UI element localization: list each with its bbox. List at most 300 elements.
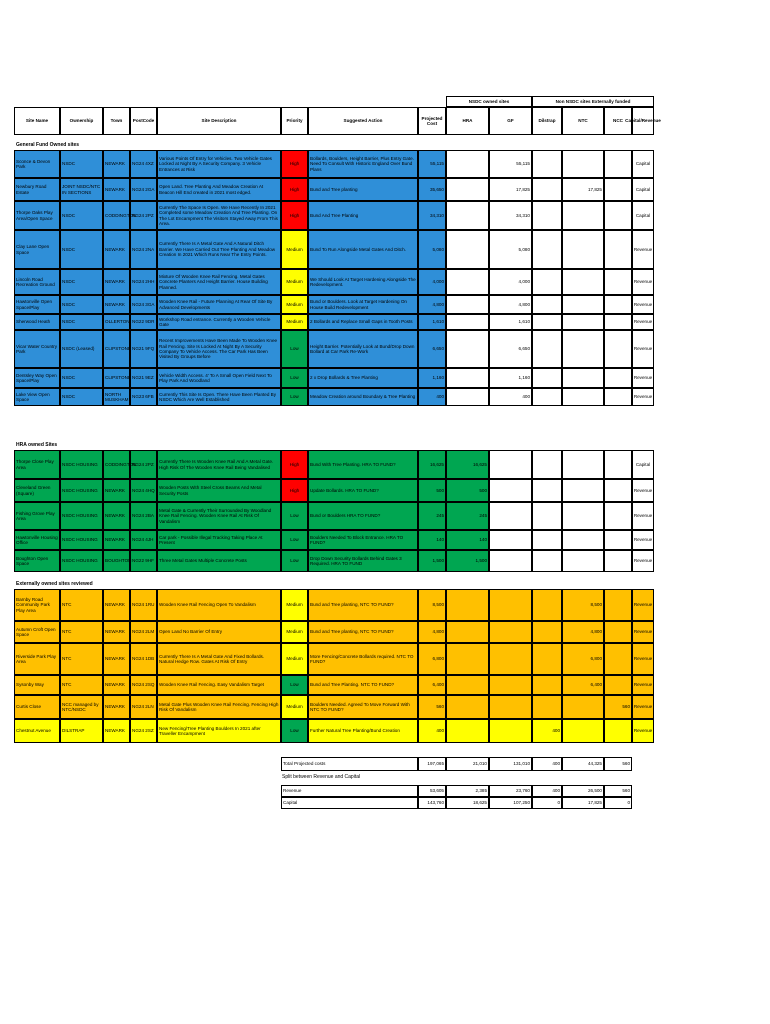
cell-cost: 35,650 xyxy=(418,178,446,201)
cell-ntc xyxy=(562,314,604,330)
column-header-ntc: NTC xyxy=(562,107,604,135)
cell-pc: NG24 4XZ xyxy=(130,150,157,178)
cell-hra xyxy=(446,695,489,719)
split-cost: 53,605 xyxy=(418,785,446,797)
cell-ncc xyxy=(604,502,632,530)
cell-gf: 5,080 xyxy=(489,230,532,269)
table-row xyxy=(14,719,654,743)
cell-owner: NSDC HOUSING xyxy=(60,450,103,479)
column-header-town: Town xyxy=(103,107,130,135)
column-header-gf: GF xyxy=(489,107,532,135)
cell-desc: Currently There Is A Metal Gate And A Natural Ditch Barrier. We Have Carried Out Tree Planting And Meadow Creation In 2021 Which Runs Near The Entry Points. xyxy=(157,230,281,269)
cell-ncc xyxy=(604,530,632,550)
table-row xyxy=(14,695,654,719)
cell-ntc xyxy=(562,330,604,368)
cell-pc: NG24 2GA xyxy=(130,178,157,201)
cell-gf: 34,310 xyxy=(489,201,532,230)
split-ntc: 17,825 xyxy=(562,797,604,809)
cell-town: NEWARK xyxy=(103,502,130,530)
cell-cost: 500 xyxy=(418,479,446,502)
section-title: Externally owned sites reviewed xyxy=(16,581,93,587)
cell-cr: Revenue xyxy=(632,589,654,621)
cell-owner: NSDC HOUSING xyxy=(60,479,103,502)
split-row xyxy=(14,785,654,797)
cell-ntc xyxy=(562,530,604,550)
column-header-hra: HRA xyxy=(446,107,489,135)
section-title-row xyxy=(14,406,654,450)
totals-ntc: 44,325 xyxy=(562,757,604,771)
cell-pc: NG22 9DR xyxy=(130,314,157,330)
cell-site: Clay Lane Open Space xyxy=(14,230,60,269)
spreadsheet xyxy=(14,96,661,809)
cell-ntc xyxy=(562,719,604,743)
cell-gf xyxy=(489,502,532,530)
column-header-site: Site Name xyxy=(14,107,60,135)
cell-ntc xyxy=(562,695,604,719)
section-title: General Fund Owned sites xyxy=(16,142,80,148)
cell-pc: NG24 2LN xyxy=(130,695,157,719)
cell-desc: Open Land. Tree Planting And Meadow Creation At Beacon Hill End created in 2021 most edged. xyxy=(157,178,281,201)
cell-ntc: 4,800 xyxy=(562,621,604,643)
cell-hra xyxy=(446,150,489,178)
cell-hra xyxy=(446,643,489,675)
cell-cost: 4,800 xyxy=(418,295,446,314)
cell-cr: Capital xyxy=(632,178,654,201)
cell-ncc xyxy=(604,201,632,230)
section-title-row xyxy=(14,572,654,589)
cell-cr: Revenue xyxy=(632,230,654,269)
cell-dil xyxy=(532,295,562,314)
cell-cr: Revenue xyxy=(632,368,654,388)
cell-pc: NG24 2LM xyxy=(130,621,157,643)
cell-action: Bollards, Boulders, Height Barrier, Plus Entry Gate. Need To Consult With Historic England Over Bund Plans xyxy=(308,150,418,178)
cell-gf xyxy=(489,621,532,643)
group-nsdc-owned: NSDC owned sites xyxy=(446,96,532,107)
cell-desc: Wooden Posts With Steel Cross Beams And Metal Security Posts xyxy=(157,479,281,502)
cell-cr: Revenue xyxy=(632,502,654,530)
cell-town: NEWARK xyxy=(103,230,130,269)
split-row xyxy=(14,797,654,809)
cell-cost: 4,000 xyxy=(418,269,446,295)
cell-ntc xyxy=(562,479,604,502)
cell-gf: 17,825 xyxy=(489,178,532,201)
cell-action: 2 Bollards and Replace Small Gaps in Tooth Posts xyxy=(308,314,418,330)
cell-ntc: 17,825 xyxy=(562,178,604,201)
table-row xyxy=(14,178,654,201)
cell-desc: New Fencing/Tree Planting Boulders In 2021 after Traveller Encampment xyxy=(157,719,281,743)
cell-action: More Fencing/Concrete Bollards required. NTC TO FUND? xyxy=(308,643,418,675)
column-header-cr: Capital/Revenue xyxy=(632,107,654,135)
cell-pri: Medium xyxy=(281,295,308,314)
cell-owner: DILSTRAP xyxy=(60,719,103,743)
split-title: Split between Revenue and Capital xyxy=(282,774,361,781)
cell-town: CODDINGTON xyxy=(103,201,130,230)
cell-gf: 4,800 xyxy=(489,295,532,314)
split-ncc: 0 xyxy=(604,797,632,809)
cell-site: Thorpe Close Play Area xyxy=(14,450,60,479)
cell-pri: Low xyxy=(281,502,308,530)
cell-pc: NG24 1RU xyxy=(130,589,157,621)
cell-gf: 1,610 xyxy=(489,314,532,330)
cell-cost: 6,800 xyxy=(418,643,446,675)
cell-town: NEWARK xyxy=(103,269,130,295)
cell-action: We Should Look At Target Hardening Alongside The Redevelopment. xyxy=(308,269,418,295)
cell-dil xyxy=(532,621,562,643)
cell-cost: 140 xyxy=(418,530,446,550)
cell-pri: Low xyxy=(281,388,308,406)
split-cost: 143,760 xyxy=(418,797,446,809)
cell-action: Drop Down Security Bollards Behind Gates 3 Required. HRA TO FUND xyxy=(308,550,418,572)
cell-cost: 1,610 xyxy=(418,314,446,330)
totals-hra: 21,010 xyxy=(446,757,489,771)
column-header-row xyxy=(14,107,661,135)
column-header-action: Suggested Action xyxy=(308,107,418,135)
cell-cr: Revenue xyxy=(632,643,654,675)
table-row xyxy=(14,314,654,330)
split-dil: 400 xyxy=(532,785,562,797)
cell-action: Boulders Needed. Agreed To Move Forward With NTC TO FUND? xyxy=(308,695,418,719)
cell-dil xyxy=(532,178,562,201)
cell-ncc xyxy=(604,314,632,330)
totals-row xyxy=(14,757,654,771)
cell-cost: 400 xyxy=(418,719,446,743)
totals-ncc: 560 xyxy=(604,757,632,771)
cell-desc: Wooden Knee Rail - Future Planning At Rear Of Site By Advanced Developments xyxy=(157,295,281,314)
cell-ncc xyxy=(604,330,632,368)
cell-gf xyxy=(489,643,532,675)
cell-action: Bund or Boulders HRA TO FUND? xyxy=(308,502,418,530)
cell-hra xyxy=(446,201,489,230)
cell-pri: High xyxy=(281,450,308,479)
cell-cost: 8,500 xyxy=(418,589,446,621)
cell-hra xyxy=(446,368,489,388)
column-header-pc: PostCode xyxy=(130,107,157,135)
cell-pri: Low xyxy=(281,530,308,550)
cell-ncc xyxy=(604,479,632,502)
cell-action: Meadow Creation around Boundary & Tree Planting xyxy=(308,388,418,406)
cell-site: Boughton Open Space xyxy=(14,550,60,572)
cell-pri: High xyxy=(281,178,308,201)
cell-ncc xyxy=(604,643,632,675)
cell-gf xyxy=(489,589,532,621)
cell-pc: NG24 2BA xyxy=(130,502,157,530)
column-header-dil: Dilstrap xyxy=(532,107,562,135)
cell-dil xyxy=(532,479,562,502)
totals-gf: 131,010 xyxy=(489,757,532,771)
split-hra: 18,625 xyxy=(446,797,489,809)
cell-ncc xyxy=(604,388,632,406)
cell-dil xyxy=(532,269,562,295)
cell-desc: Workshop Road entrance. Currently a Wooden Vehicle Gate xyxy=(157,314,281,330)
cell-owner: NSDC xyxy=(60,368,103,388)
cell-owner: NSDC xyxy=(60,295,103,314)
cell-desc: Currently There Is Wooden Knee Rail And A Metal Gate. High Risk Of The Wooden Knee Rail Being Vandalised xyxy=(157,450,281,479)
cell-hra xyxy=(446,621,489,643)
cell-action: Bund With Tree Planting. HRA TO FUND? xyxy=(308,450,418,479)
cell-dil xyxy=(532,643,562,675)
cell-owner: NTC xyxy=(60,621,103,643)
cell-pri: Medium xyxy=(281,589,308,621)
cell-desc: Currently There Is A Metal Gate And Fixed Bollards. Natural Hedge Row. Gates At Risk Of Entry xyxy=(157,643,281,675)
cell-town: NEWARK xyxy=(103,530,130,550)
column-header-ncc: NCC xyxy=(604,107,632,135)
cell-desc: Various Points Of Entry for Vehicles. Two Vehicle Gates Locked at Night By A Security Company. 3 Vehicle Entrances at Risk xyxy=(157,150,281,178)
column-header-desc: Site Description xyxy=(157,107,281,135)
cell-ncc xyxy=(604,675,632,695)
cell-hra xyxy=(446,388,489,406)
cell-town: CLIPSTONE xyxy=(103,368,130,388)
cell-dil xyxy=(532,675,562,695)
cell-ncc xyxy=(604,621,632,643)
cell-site: Riverside Park Play Area xyxy=(14,643,60,675)
cell-dil xyxy=(532,450,562,479)
cell-desc: Metal Gate Plus Wooden Knee Rail Fencing. Fencing High Risk Of Vandalism xyxy=(157,695,281,719)
cell-action: Further Natural Tree Planting/Bund Creation xyxy=(308,719,418,743)
cell-action: Boulders Needed To Block Entrance. HRA TO FUND? xyxy=(308,530,418,550)
cell-pc: NG21 9EZ xyxy=(130,368,157,388)
cell-town: NEWARK xyxy=(103,479,130,502)
cell-town: NEWARK xyxy=(103,719,130,743)
cell-cr: Revenue xyxy=(632,530,654,550)
cell-hra xyxy=(446,330,489,368)
cell-pri: Medium xyxy=(281,695,308,719)
cell-pri: High xyxy=(281,479,308,502)
table-row xyxy=(14,502,654,530)
cell-pri: Low xyxy=(281,675,308,695)
cell-pc: NG24 3GA xyxy=(130,295,157,314)
table-row xyxy=(14,150,654,178)
cell-dil xyxy=(532,388,562,406)
cell-town: NORTH MUSKHAM xyxy=(103,388,130,406)
cell-owner: JOINT NSDC/NTC IN SECTIONS xyxy=(60,178,103,201)
table-row xyxy=(14,450,654,479)
cell-owner: NSDC HOUSING xyxy=(60,530,103,550)
cell-pri: Low xyxy=(281,368,308,388)
cell-pc: NG21 9FQ xyxy=(130,330,157,368)
cell-owner: NSDC (Leased) xyxy=(60,330,103,368)
cell-pc: NG24 2PZ xyxy=(130,450,157,479)
split-ncc: 560 xyxy=(604,785,632,797)
cell-hra xyxy=(446,178,489,201)
cell-cr: Revenue xyxy=(632,388,654,406)
cell-cost: 5,080 xyxy=(418,230,446,269)
cell-pc: NG24 2HH xyxy=(130,269,157,295)
cell-pc: NG24 2NA xyxy=(130,230,157,269)
table-row xyxy=(14,388,654,406)
cell-action: 2 x Drop Bollards & Tree Planting xyxy=(308,368,418,388)
cell-desc: Car park - Possible Illegal Tracking Taking Place At Present xyxy=(157,530,281,550)
table-row xyxy=(14,295,654,314)
cell-cr: Revenue xyxy=(632,550,654,572)
cell-cost: 16,625 xyxy=(418,450,446,479)
cell-pri: Low xyxy=(281,719,308,743)
section-title-row xyxy=(14,135,654,150)
cell-desc: Recent Improvements Have Been Made To Wooden Knee Rail Fencing. Site Is Locked At Night By A Security Company To Vehicle Access. The Car Park Has Been Visited By Groups Before xyxy=(157,330,281,368)
cell-ntc xyxy=(562,230,604,269)
cell-action: Update Bollards. HRA TO FUND? xyxy=(308,479,418,502)
table-row xyxy=(14,479,654,502)
table-row xyxy=(14,530,654,550)
cell-ntc xyxy=(562,502,604,530)
cell-hra xyxy=(446,675,489,695)
cell-town: BOUGHTON xyxy=(103,550,130,572)
group-externally-funded: Non NSDC sites Externally funded xyxy=(532,96,654,107)
cell-dil xyxy=(532,201,562,230)
cell-owner: NSDC HOUSING xyxy=(60,550,103,572)
cell-town: NEWARK xyxy=(103,150,130,178)
cell-hra: 16,625 xyxy=(446,450,489,479)
cell-hra xyxy=(446,230,489,269)
cell-site: Lake View Open Space xyxy=(14,388,60,406)
cell-desc: Wooden Knee Rail Fencing. Easy Vandalism Target xyxy=(157,675,281,695)
cell-pri: Low xyxy=(281,550,308,572)
cell-pri: Medium xyxy=(281,230,308,269)
cell-hra xyxy=(446,269,489,295)
cell-owner: NSDC xyxy=(60,201,103,230)
cell-site: Sysonby Way xyxy=(14,675,60,695)
cell-gf: 6,650 xyxy=(489,330,532,368)
cell-desc: Mixture Of Wooden Knee Rail Fencing. Metal Gates Concrete Planters And Height Barrier. House Building Planned. xyxy=(157,269,281,295)
cell-pc: NG24 1DB xyxy=(130,643,157,675)
cell-ncc xyxy=(604,269,632,295)
cell-desc: Wooden Knee Rail Fencing Open To Vandalism xyxy=(157,589,281,621)
cell-gf xyxy=(489,695,532,719)
cell-town: NEWARK xyxy=(103,178,130,201)
cell-pc: NG24 2SZ xyxy=(130,719,157,743)
split-ntc: 26,500 xyxy=(562,785,604,797)
cell-ntc xyxy=(562,368,604,388)
cell-cr: Revenue xyxy=(632,675,654,695)
totals-label: Total Projected costs xyxy=(281,757,418,771)
cell-site: Chestnut Avenue xyxy=(14,719,60,743)
cell-site: Sherwood Heath xyxy=(14,314,60,330)
section-title: HRA owned Sites xyxy=(16,442,58,448)
totals-dil: 400 xyxy=(532,757,562,771)
cell-ntc xyxy=(562,295,604,314)
cell-ntc xyxy=(562,550,604,572)
cell-site: Hawtonville Housing Office xyxy=(14,530,60,550)
cell-town: NEWARK xyxy=(103,695,130,719)
cell-pri: Low xyxy=(281,330,308,368)
cell-ncc xyxy=(604,178,632,201)
cell-cr: Revenue xyxy=(632,269,654,295)
cell-ncc: 560 xyxy=(604,695,632,719)
cell-pc: NG24 4HQ xyxy=(130,479,157,502)
cell-action: Bund and Tree planting, NTC TO FUND? xyxy=(308,621,418,643)
table-row xyxy=(14,330,654,368)
table-row xyxy=(14,675,654,695)
cell-dil: 400 xyxy=(532,719,562,743)
cell-pri: Medium xyxy=(281,269,308,295)
cell-cr: Revenue xyxy=(632,330,654,368)
cell-gf xyxy=(489,479,532,502)
cell-town: CODDINGTON xyxy=(103,450,130,479)
cell-action: Bund or Boulders. Look at Target Hardening On House Build Redevelopment xyxy=(308,295,418,314)
column-header-pri: Priority xyxy=(281,107,308,135)
cell-pri: High xyxy=(281,201,308,230)
cell-dil xyxy=(532,368,562,388)
cell-cr: Revenue xyxy=(632,295,654,314)
split-gf: 107,250 xyxy=(489,797,532,809)
table-row xyxy=(14,201,654,230)
cell-site: Fishing Grove Play Area xyxy=(14,502,60,530)
cell-cr: Revenue xyxy=(632,621,654,643)
cell-gf: 4,000 xyxy=(489,269,532,295)
cell-hra xyxy=(446,719,489,743)
cell-hra xyxy=(446,314,489,330)
cell-dil xyxy=(532,314,562,330)
cell-ntc xyxy=(562,269,604,295)
cell-cr: Revenue xyxy=(632,695,654,719)
cell-gf xyxy=(489,450,532,479)
cell-site: Dentsley Way Open Space/Play xyxy=(14,368,60,388)
cell-town: NEWARK xyxy=(103,643,130,675)
cell-site: Barnby Road Community Park Play Area xyxy=(14,589,60,621)
cell-site: Cleveland Green (Square) xyxy=(14,479,60,502)
table-row xyxy=(14,550,654,572)
cell-action: Height Barrier. Potentially Look at Bund/Drop Down Bollard at Car Park Re-Work xyxy=(308,330,418,368)
split-title-row xyxy=(14,771,654,785)
cell-owner: NCC managed by NTC/NSDC xyxy=(60,695,103,719)
cell-gf xyxy=(489,550,532,572)
cell-pc: NG23 6FB xyxy=(130,388,157,406)
cell-dil xyxy=(532,502,562,530)
cell-hra: 245 xyxy=(446,502,489,530)
cell-owner: NSDC xyxy=(60,150,103,178)
cell-town: OLLERTON xyxy=(103,314,130,330)
cell-desc: Three Metal Gates Multiple Concrete Posts xyxy=(157,550,281,572)
cell-desc: Vehicle Width Access. 4' To A Small Open Field Next To Play Park And Woodland xyxy=(157,368,281,388)
cell-ntc: 6,800 xyxy=(562,643,604,675)
split-gf: 23,760 xyxy=(489,785,532,797)
cell-town: NEWARK xyxy=(103,675,130,695)
cell-action: Bund And Tree Planting xyxy=(308,201,418,230)
cell-owner: NSDC HOUSING xyxy=(60,502,103,530)
split-dil: 0 xyxy=(532,797,562,809)
cell-dil xyxy=(532,150,562,178)
cell-hra: 500 xyxy=(446,479,489,502)
cell-action: Bund To Run Alongside Metal Gates And Ditch. xyxy=(308,230,418,269)
column-header-owner: Ownership xyxy=(60,107,103,135)
cell-action: Bund and Tree planting xyxy=(308,178,418,201)
cell-pri: Medium xyxy=(281,643,308,675)
cell-ntc xyxy=(562,150,604,178)
cell-pri: Medium xyxy=(281,314,308,330)
cell-hra: 140 xyxy=(446,530,489,550)
cell-cr: Revenue xyxy=(632,479,654,502)
cell-dil xyxy=(532,550,562,572)
cell-cost: 34,310 xyxy=(418,201,446,230)
cell-town: CLIPSTONE xyxy=(103,330,130,368)
cell-owner: NSDC xyxy=(60,314,103,330)
cell-dil xyxy=(532,530,562,550)
cell-ncc xyxy=(604,150,632,178)
column-header-cost: Projected Cost xyxy=(418,107,446,135)
cell-owner: NTC xyxy=(60,589,103,621)
cell-cr: Capital xyxy=(632,450,654,479)
cell-site: Vicar Water Country Park xyxy=(14,330,60,368)
spacer xyxy=(14,743,654,757)
cell-site: Thorpe Oaks Play Area/Open Space xyxy=(14,201,60,230)
cell-gf xyxy=(489,719,532,743)
cell-pc: NG24 2PZ xyxy=(130,201,157,230)
cell-town: NEWARK xyxy=(103,295,130,314)
split-hra: 2,385 xyxy=(446,785,489,797)
cell-cr: Capital xyxy=(632,150,654,178)
cell-desc: Metal Gate & Currently Their Surrounded By Woodland Knee Rail Fencing. Wooden Knee Rail At Risk Of Vandalism xyxy=(157,502,281,530)
cell-hra: 1,500 xyxy=(446,550,489,572)
table-row xyxy=(14,368,654,388)
